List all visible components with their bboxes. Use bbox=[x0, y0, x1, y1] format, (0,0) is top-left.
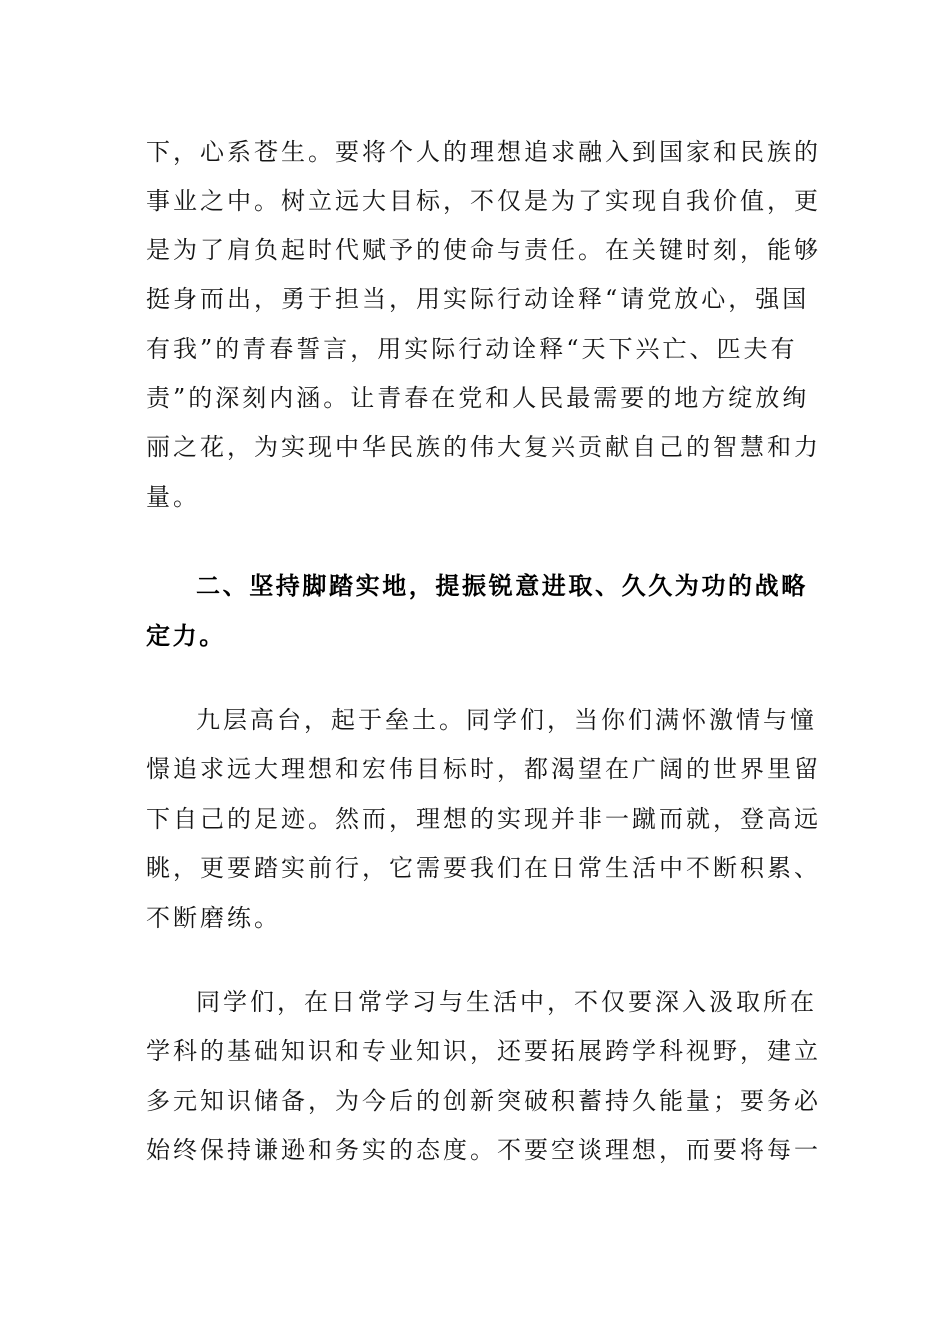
text-line: 责”的深刻内涵。让青春在党和人民最需要的地方绽放绚 bbox=[146, 384, 810, 412]
text-line: 挺身而出，勇于担当，用实际行动诠释“请党放心，强国 bbox=[146, 285, 810, 313]
text-line: 不断磨练。 bbox=[146, 904, 281, 932]
text-line: 丽之花，为实现中华民族的伟大复兴贡献自己的智慧和力 bbox=[146, 433, 821, 461]
text-line: 下自己的足迹。然而，理想的实现并非一蹴而就，登高远 bbox=[146, 805, 821, 833]
text-line: 事业之中。树立远大目标，不仅是为了实现自我价值，更 bbox=[146, 187, 821, 215]
text-line: 有我”的青春誓言，用实际行动诠释“天下兴亡、匹夫有 bbox=[146, 335, 798, 363]
text-line: 是为了肩负起时代赋予的使命与责任。在关键时刻，能够 bbox=[146, 236, 821, 264]
section-heading: 定力。 bbox=[146, 622, 226, 650]
section-heading: 二、坚持脚踏实地，提振锐意进取、久久为功的战略 bbox=[196, 572, 808, 600]
text-line: 同学们，在日常学习与生活中，不仅要深入汲取所在 bbox=[196, 988, 817, 1016]
text-line: 量。 bbox=[146, 483, 200, 511]
text-line: 下，心系苍生。要将个人的理想追求融入到国家和民族的 bbox=[146, 138, 821, 166]
text-line: 学科的基础知识和专业知识，还要拓展跨学科视野，建立 bbox=[146, 1037, 821, 1065]
text-line: 多元知识储备，为今后的创新突破积蓄持久能量；要务必 bbox=[146, 1087, 821, 1115]
text-line: 憬追求远大理想和宏伟目标时，都渴望在广阔的世界里留 bbox=[146, 755, 821, 783]
text-line: 始终保持谦逊和务实的态度。不要空谈理想，而要将每一 bbox=[146, 1136, 821, 1164]
text-line: 九层高台，起于垒土。同学们，当你们满怀激情与憧 bbox=[196, 706, 817, 734]
text-line: 眺，更要踏实前行，它需要我们在日常生活中不断积累、 bbox=[146, 854, 821, 882]
